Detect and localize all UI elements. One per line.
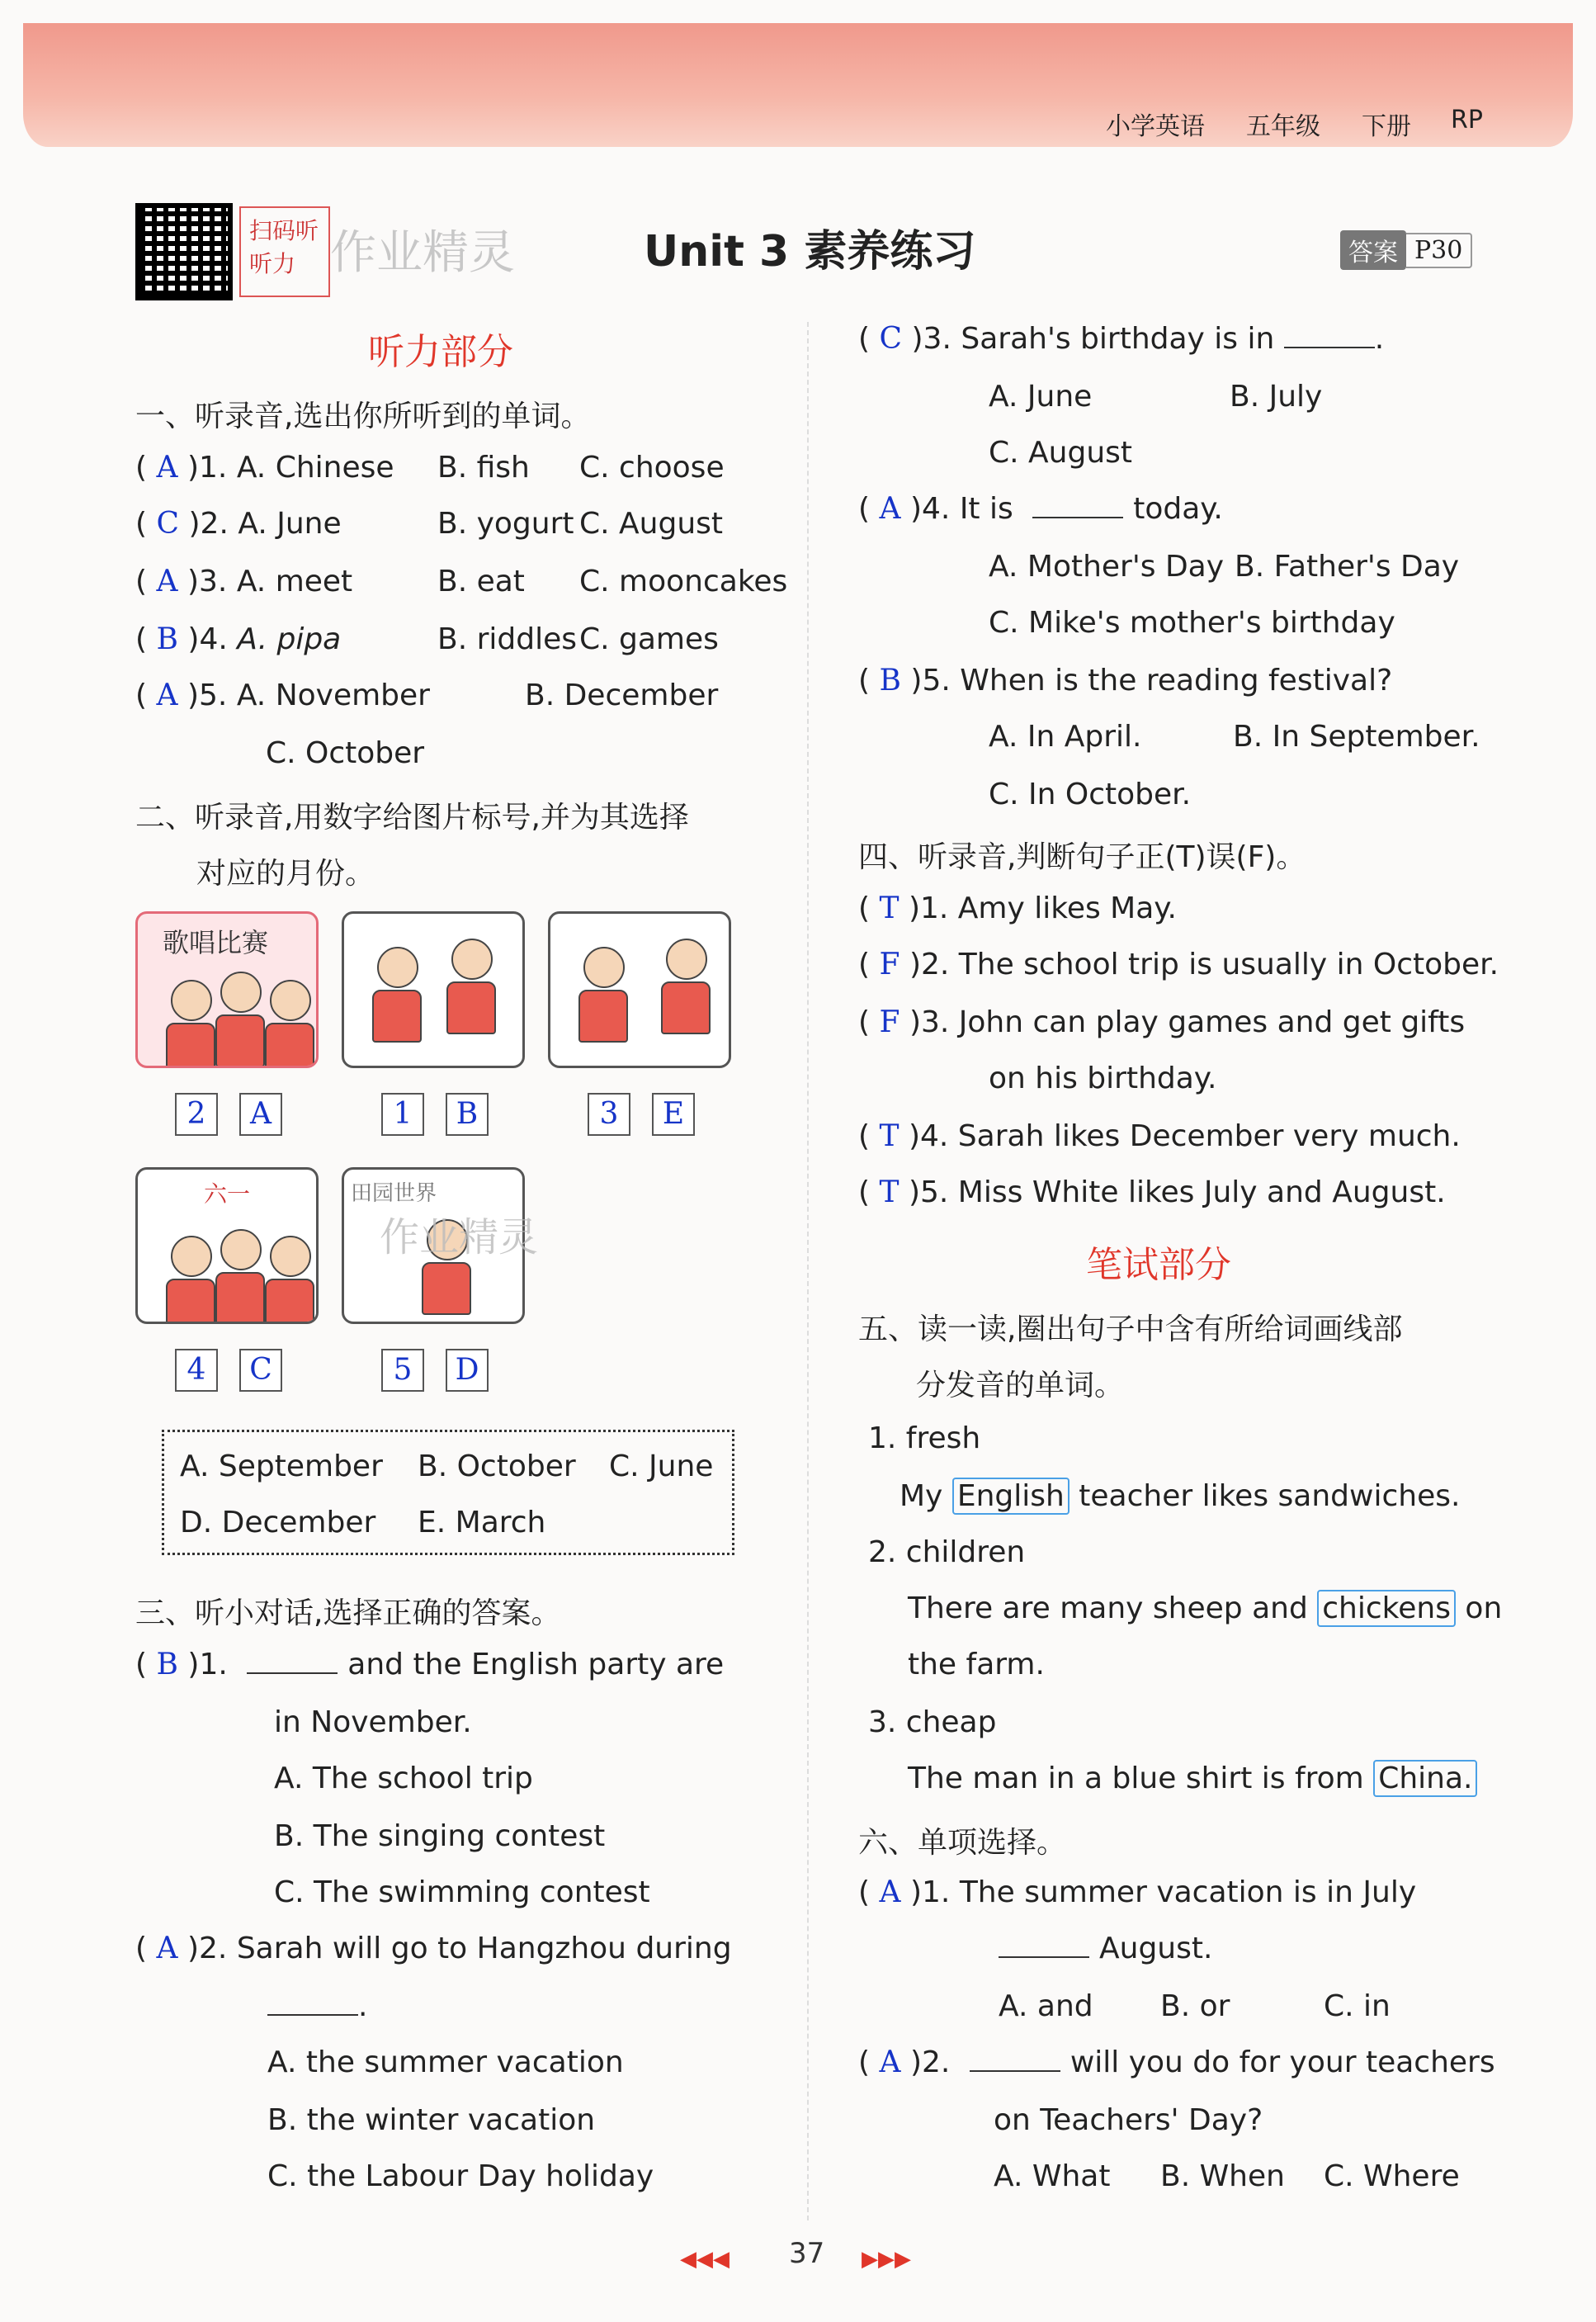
p6-q2-l2: on Teachers' Day? xyxy=(994,2103,1263,2137)
figure xyxy=(451,939,493,980)
figure xyxy=(583,947,625,988)
pic4-month[interactable]: C xyxy=(239,1349,282,1392)
watermark: 作业精灵 xyxy=(330,226,515,280)
p3-q1: ( B )1. and the English party are xyxy=(135,1648,725,1681)
p3-q2-blank: . xyxy=(267,1989,367,2023)
p6-q1-b: B. or xyxy=(1160,1989,1230,2023)
p1-2-c: C. August xyxy=(579,507,724,541)
circled-word[interactable]: English xyxy=(952,1478,1070,1515)
pic2-month[interactable]: B xyxy=(446,1093,489,1136)
p3-q2-b: B. the winter vacation xyxy=(267,2103,596,2137)
p4-item-2: ( F )2. The school trip is usually in October. xyxy=(858,948,1499,981)
p3-q3-b: B. July xyxy=(1230,380,1323,414)
p3-q2-c: C. the Labour Day holiday xyxy=(267,2159,654,2193)
p3-q4-a: A. Mother's Day xyxy=(989,550,1225,584)
p6-q2: ( A )2. will you do for your teachers xyxy=(858,2045,1495,2079)
p3-q5: ( B )5. When is the reading festival? xyxy=(858,664,1393,698)
pic1-month[interactable]: A xyxy=(239,1093,282,1136)
figure xyxy=(220,972,262,1013)
figure xyxy=(377,947,418,988)
picture-childrens-day xyxy=(135,1167,319,1324)
p1-item-5: ( A )5. A. November xyxy=(135,679,430,712)
option-b: B. October xyxy=(418,1449,576,1483)
edition: RP xyxy=(1451,106,1483,135)
p3-q1-a: A. The school trip xyxy=(274,1762,533,1795)
p3-q4-b: B. Father's Day xyxy=(1235,550,1460,584)
qr-code[interactable] xyxy=(135,203,233,300)
circled-word[interactable]: chickens xyxy=(1317,1590,1456,1627)
figure xyxy=(270,980,311,1021)
subject: 小学英语 xyxy=(1106,112,1205,141)
figure xyxy=(171,1236,212,1277)
p5-q3-word: 3. cheap xyxy=(868,1705,997,1739)
picture-singing-contest xyxy=(135,911,319,1068)
pic3-number[interactable]: 3 xyxy=(588,1093,630,1136)
p1-2-b: B. yogurt xyxy=(437,507,574,541)
option-d: D. December xyxy=(180,1506,376,1539)
p5-q2-word: 2. children xyxy=(868,1535,1026,1569)
part3-heading: 三、听小对话,选择正确的答案。 xyxy=(135,1596,561,1630)
p4-item-4: ( T )4. Sarah likes December very much. xyxy=(858,1119,1461,1153)
p3-q3-a: A. June xyxy=(989,380,1093,414)
p3-q2: ( A )2. Sarah will go to Hangzhou during xyxy=(135,1932,732,1965)
p6-q2-c: C. Where xyxy=(1324,2159,1460,2193)
pic5-number[interactable]: 5 xyxy=(381,1349,424,1392)
part6-heading: 六、单项选择。 xyxy=(858,1826,1067,1860)
p6-q2-a: A. What xyxy=(994,2159,1111,2193)
p1-5-c: C. October xyxy=(266,736,425,770)
p4-item-3-l2: on his birthday. xyxy=(989,1062,1217,1095)
pic4-number[interactable]: 4 xyxy=(175,1349,218,1392)
picture-school-trip xyxy=(342,911,525,1068)
p1-3-b: B. eat xyxy=(437,565,525,598)
p3-q3: ( C )3. Sarah's birthday is in . xyxy=(858,322,1385,356)
circled-word[interactable]: China. xyxy=(1373,1760,1477,1797)
pic2-number[interactable]: 1 xyxy=(381,1093,424,1136)
figure xyxy=(220,1229,262,1270)
pic1-label: 歌唱比赛 xyxy=(163,927,269,958)
answer-tag[interactable] xyxy=(1340,231,1472,269)
pic1-number[interactable]: 2 xyxy=(175,1093,218,1136)
column-divider xyxy=(807,322,809,2220)
answer-page: P30 xyxy=(1406,233,1472,268)
p6-q1-c: C. in xyxy=(1324,1989,1391,2023)
pic5-label: 田园世界 xyxy=(351,1181,437,1206)
p3-q4-c: C. Mike's mother's birthday xyxy=(989,606,1395,640)
p4-item-3: ( F )3. John can play games and get gifts xyxy=(858,1005,1466,1039)
p5-q1-sentence: My English teacher likes sandwiches. xyxy=(900,1479,1461,1513)
p1-item-1: ( A )1. A. Chinese xyxy=(135,451,394,485)
section-writing: 笔试部分 xyxy=(1086,1244,1231,1286)
part2-heading-1: 二、听录音,用数字给图片标号,并为其选择 xyxy=(135,801,689,835)
p3-q5-c: C. In October. xyxy=(989,778,1192,811)
header-band xyxy=(23,23,1573,147)
pic4-label: 六一 xyxy=(204,1180,251,1208)
page-title: Unit 3 素养练习 xyxy=(644,227,976,277)
p3-q4: ( A )4. It is today. xyxy=(858,492,1223,526)
option-e: E. March xyxy=(418,1506,546,1539)
page-number: 37 xyxy=(789,2237,825,2270)
part5-heading-1: 五、读一读,圈出句子中含有所给词画线部 xyxy=(858,1312,1403,1346)
next-page-icon[interactable]: ▶▶▶ xyxy=(862,2247,911,2272)
picture-tree-planting xyxy=(548,911,731,1068)
p5-q2-l2: the farm. xyxy=(908,1648,1045,1681)
watermark: 作业精灵 xyxy=(380,1214,539,1260)
prev-page-icon[interactable]: ◀◀◀ xyxy=(680,2247,730,2272)
p4-item-1: ( T )1. Amy likes May. xyxy=(858,891,1177,925)
pic3-month[interactable]: E xyxy=(652,1093,695,1136)
p3-q5-b: B. In September. xyxy=(1233,720,1480,754)
option-c: C. June xyxy=(609,1449,714,1483)
p6-q2-b: B. When xyxy=(1160,2159,1285,2193)
grade: 五年级 xyxy=(1246,112,1320,141)
p3-q2-a: A. the summer vacation xyxy=(267,2045,624,2079)
p1-3-c: C. mooncakes xyxy=(579,565,788,598)
p1-4-b: B. riddles xyxy=(437,622,577,656)
pic5-month[interactable]: D xyxy=(446,1349,489,1392)
p1-item-2: ( C )2. A. June xyxy=(135,507,342,541)
p3-q1-l2: in November. xyxy=(274,1705,472,1739)
p3-q3-c: C. August xyxy=(989,436,1133,470)
figure xyxy=(666,939,707,980)
p5-q3-sentence: The man in a blue shirt is from China. xyxy=(908,1762,1477,1795)
part5-heading-2: 分发音的单词。 xyxy=(916,1369,1125,1402)
part1-heading: 一、听录音,选出你所听到的单词。 xyxy=(135,400,591,433)
term: 下册 xyxy=(1362,112,1411,141)
p1-4-c: C. games xyxy=(579,622,719,656)
p1-item-4: ( B )4. A. pipa xyxy=(135,622,342,656)
qr-label: 扫码听听力 xyxy=(239,206,330,297)
p4-item-5: ( T )5. Miss White likes July and August. xyxy=(858,1175,1446,1209)
section-listening: 听力部分 xyxy=(368,331,513,373)
figure xyxy=(270,1236,311,1277)
p6-q1: ( A )1. The summer vacation is in July xyxy=(858,1875,1417,1909)
p5-q2-sentence: There are many sheep and chickens on xyxy=(908,1591,1503,1625)
part2-heading-2: 对应的月份。 xyxy=(196,857,375,891)
option-a: A. September xyxy=(180,1449,383,1483)
p3-q5-a: A. In April. xyxy=(989,720,1142,754)
answer-label: 答案 xyxy=(1340,230,1406,270)
part4-heading: 四、听录音,判断句子正(T)误(F)。 xyxy=(858,840,1306,874)
p3-q1-b: B. The singing contest xyxy=(274,1819,606,1853)
p5-q1-word: 1. fresh xyxy=(868,1421,981,1455)
p6-q1-a: A. and xyxy=(999,1989,1093,2023)
p1-1-b: B. fish xyxy=(437,451,530,485)
figure xyxy=(171,980,212,1021)
p6-q1-l2: August. xyxy=(999,1932,1212,1965)
p3-q1-c: C. The swimming contest xyxy=(274,1875,650,1909)
p1-item-3: ( A )3. A. meet xyxy=(135,565,353,598)
p1-1-c: C. choose xyxy=(579,451,725,485)
p1-5-b: B. December xyxy=(525,679,719,712)
